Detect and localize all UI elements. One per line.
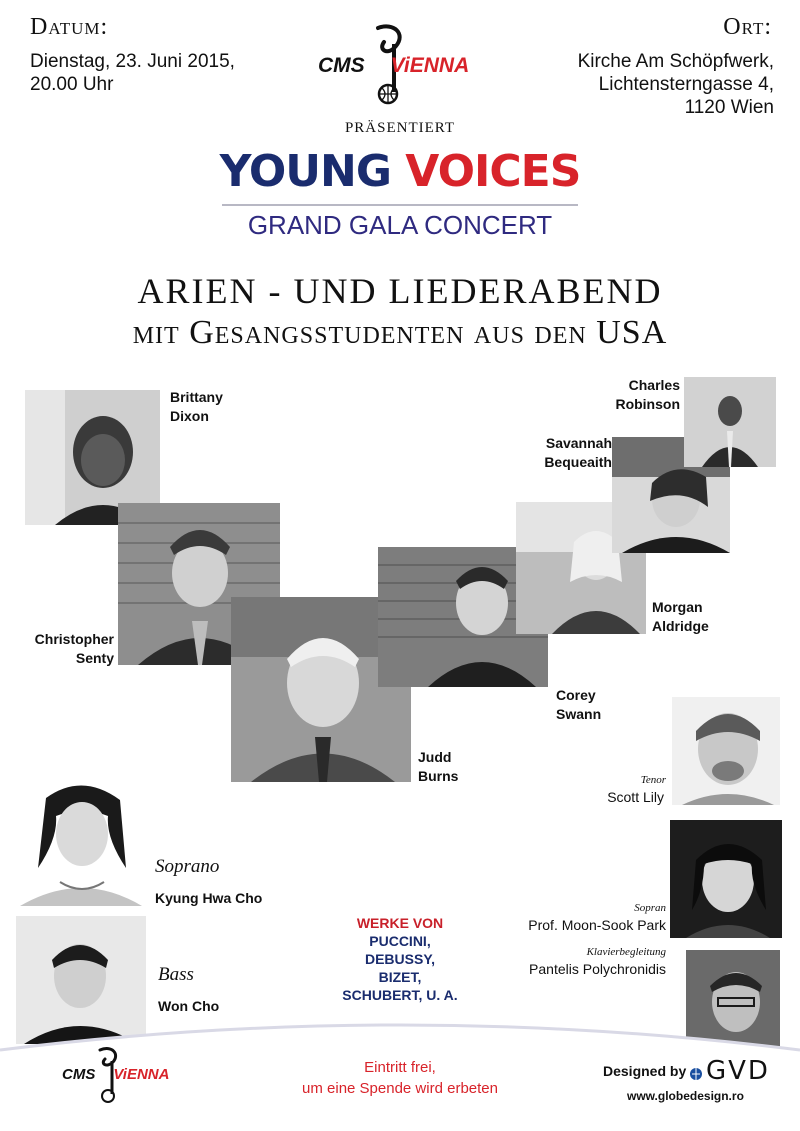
works-heading: WERKE VON	[356, 915, 444, 931]
faculty-name: Pantelis Polychronidis	[529, 961, 666, 977]
time-line: 20.00 Uhr	[30, 74, 114, 95]
faculty-role: Klavierbegleitung	[586, 946, 666, 958]
logo-cms-text: CMS	[318, 54, 365, 77]
headline-line1: ARIEN - UND LIEDERABEND	[137, 271, 663, 311]
composer: BIZET,	[378, 969, 422, 985]
singer-name: Corey Swann	[556, 687, 602, 722]
entry-line: um eine Spende wird erbeten	[302, 1080, 498, 1097]
title-divider	[222, 204, 578, 206]
event-subtitle: GRAND GALA CONCERT	[247, 210, 553, 240]
faculty-name: Scott Lily	[607, 789, 664, 805]
footer-logo-vienna-text: ViENNA	[113, 1066, 170, 1083]
photo-kyung-hwa-cho	[16, 778, 146, 906]
faculty-role: Bass	[158, 964, 194, 985]
place-block	[578, 50, 774, 119]
singer-name: Brittany Dixon	[170, 389, 223, 424]
singer-name: Charles Robinson	[615, 377, 680, 412]
headline-line2: mit Gesangsstudenten aus den USA	[132, 314, 668, 351]
entry-line: Eintritt frei,	[364, 1059, 436, 1076]
designed-by-label: Designed by	[603, 1063, 687, 1079]
presents-text: präsentiert	[344, 112, 456, 137]
faculty-name: Won Cho	[158, 998, 220, 1014]
faculty-role: Sopran	[634, 902, 666, 914]
works-block	[300, 914, 500, 1004]
composer: PUCCINI,	[369, 933, 431, 949]
entry-note	[260, 1057, 540, 1099]
event-title	[0, 146, 800, 197]
city-line: 1120 Wien	[684, 97, 774, 118]
composer: SCHUBERT, U. A.	[342, 987, 458, 1003]
footer-logo-cms-text: CMS	[62, 1066, 96, 1083]
cms-vienna-logo	[318, 20, 488, 110]
designer-website: www.globedesign.ro	[627, 1089, 744, 1103]
faculty-role: Tenor	[640, 774, 666, 786]
faculty-role: Soprano	[155, 856, 220, 877]
faculty-name: Prof. Moon-Sook Park	[528, 917, 666, 933]
title-young: YOUNG	[219, 146, 391, 197]
date-block	[30, 50, 235, 96]
faculty-name: Kyung Hwa Cho	[155, 890, 263, 906]
globe-design-icon	[689, 1067, 703, 1081]
singer-name: Judd Burns	[418, 749, 459, 784]
street-line: Lichtensterngasse 4,	[598, 74, 774, 95]
singer-name: Morgan Aldridge	[652, 599, 709, 634]
logo-wordmark	[318, 54, 469, 78]
date-label: Datum:	[30, 14, 109, 40]
photo-charles-robinson	[684, 377, 776, 467]
date-line: Dienstag, 23. Juni 2015,	[30, 51, 235, 72]
place-label: Ort:	[723, 14, 772, 40]
footer-cms-vienna-logo	[62, 1046, 182, 1106]
singer-name: Christopher Senty	[34, 631, 114, 666]
photo-moon-sook-park	[670, 820, 782, 938]
designer-logo: GVD	[706, 1056, 770, 1086]
venue-line: Kirche Am Schöpfwerk,	[577, 51, 774, 72]
singer-name: Savannah Bequeaith	[544, 435, 612, 470]
footer-logo-wordmark	[62, 1066, 169, 1083]
composer: DEBUSSY,	[364, 951, 436, 967]
title-voices: VOICES	[405, 146, 581, 197]
logo-vienna-text: ViENNA	[390, 54, 470, 77]
photo-scott-lily	[672, 697, 780, 805]
